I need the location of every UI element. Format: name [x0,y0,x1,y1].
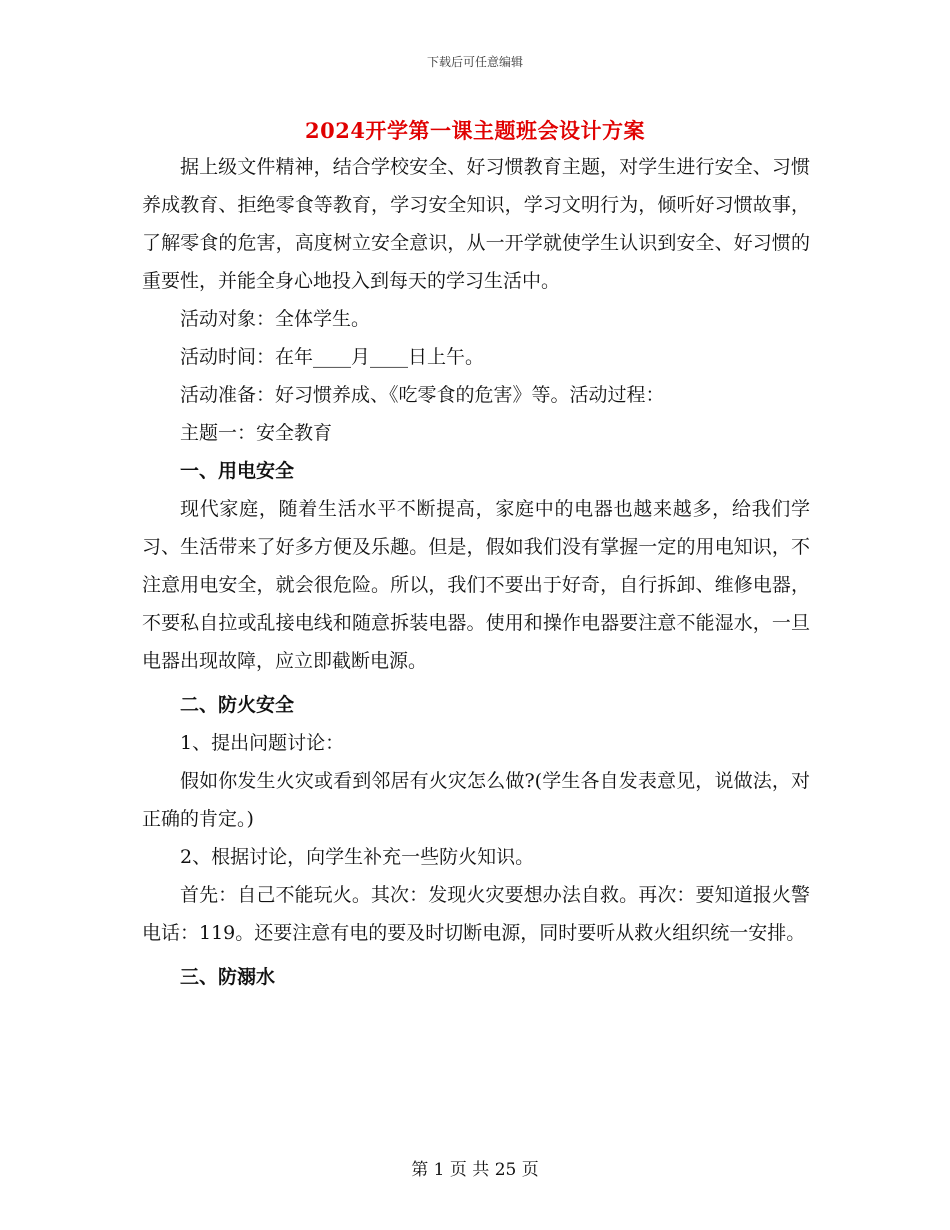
theme-one-label: 主题一：安全教育 [180,422,333,444]
fire-knowledge-paragraph: 首先：自己不能玩火。其次：发现火灾要想办法自救。再次：要知道报火警电话：119。还要注意有电的要及时切断电源，同时要听从救火组织统一安排。 [142,884,810,944]
discussion-prompt: 1、提出问题讨论： [180,732,345,754]
intro-paragraph: 据上级文件精神，结合学校安全、好习惯教育主题，对学生进行安全、习惯养成教育、拒绝零食等教育，学习安全知识，学习文明行为，倾听好习惯故事，了解零食的危害，高度树立安全意识，从一开学就使学生认识到安全、好习惯的重要性，并能全身心地投入到每天的学习生活中。 [142,156,810,292]
activity-target: 活动对象：全体学生。 [180,308,371,330]
activity-preparation: 活动准备：好习惯养成、《吃零食的危害》等。活动过程： [180,384,665,406]
document-body [142,148,810,996]
page-footer-pagination: 第 1 页 共 25 页 [411,1160,539,1180]
document-title: 2024开学第一课主题班会设计方案 [305,118,645,143]
fire-question-paragraph: 假如你发生火灾或看到邻居有火灾怎么做?(学生各自发表意见，说做法，对正确的肯定。) [142,770,810,830]
page-header-note: 下载后可任意编辑 [426,55,523,69]
section-heading-drowning-prevention: 三、防溺水 [180,966,276,988]
electric-safety-paragraph: 现代家庭，随着生活水平不断提高，家庭中的电器也越来越多，给我们学习、生活带来了好多方便及乐趣。但是，假如我们没有掌握一定的用电知识，不注意用电安全，就会很危险。所以，我们不要出于好奇，自行拆卸、维修电器，不要私自拉或乱接电线和随意拆装电器。使用和操作电器要注意不能湿水，一旦电器出现故障，应立即截断电源。 [142,498,810,672]
section-heading-electric-safety: 一、用电安全 [180,460,295,482]
section-heading-fire-safety: 二、防火安全 [180,694,295,716]
activity-time: 活动时间：在年____月____日上午。 [180,346,485,368]
discussion-supplement: 2、根据讨论，向学生补充一些防火知识。 [180,846,535,868]
